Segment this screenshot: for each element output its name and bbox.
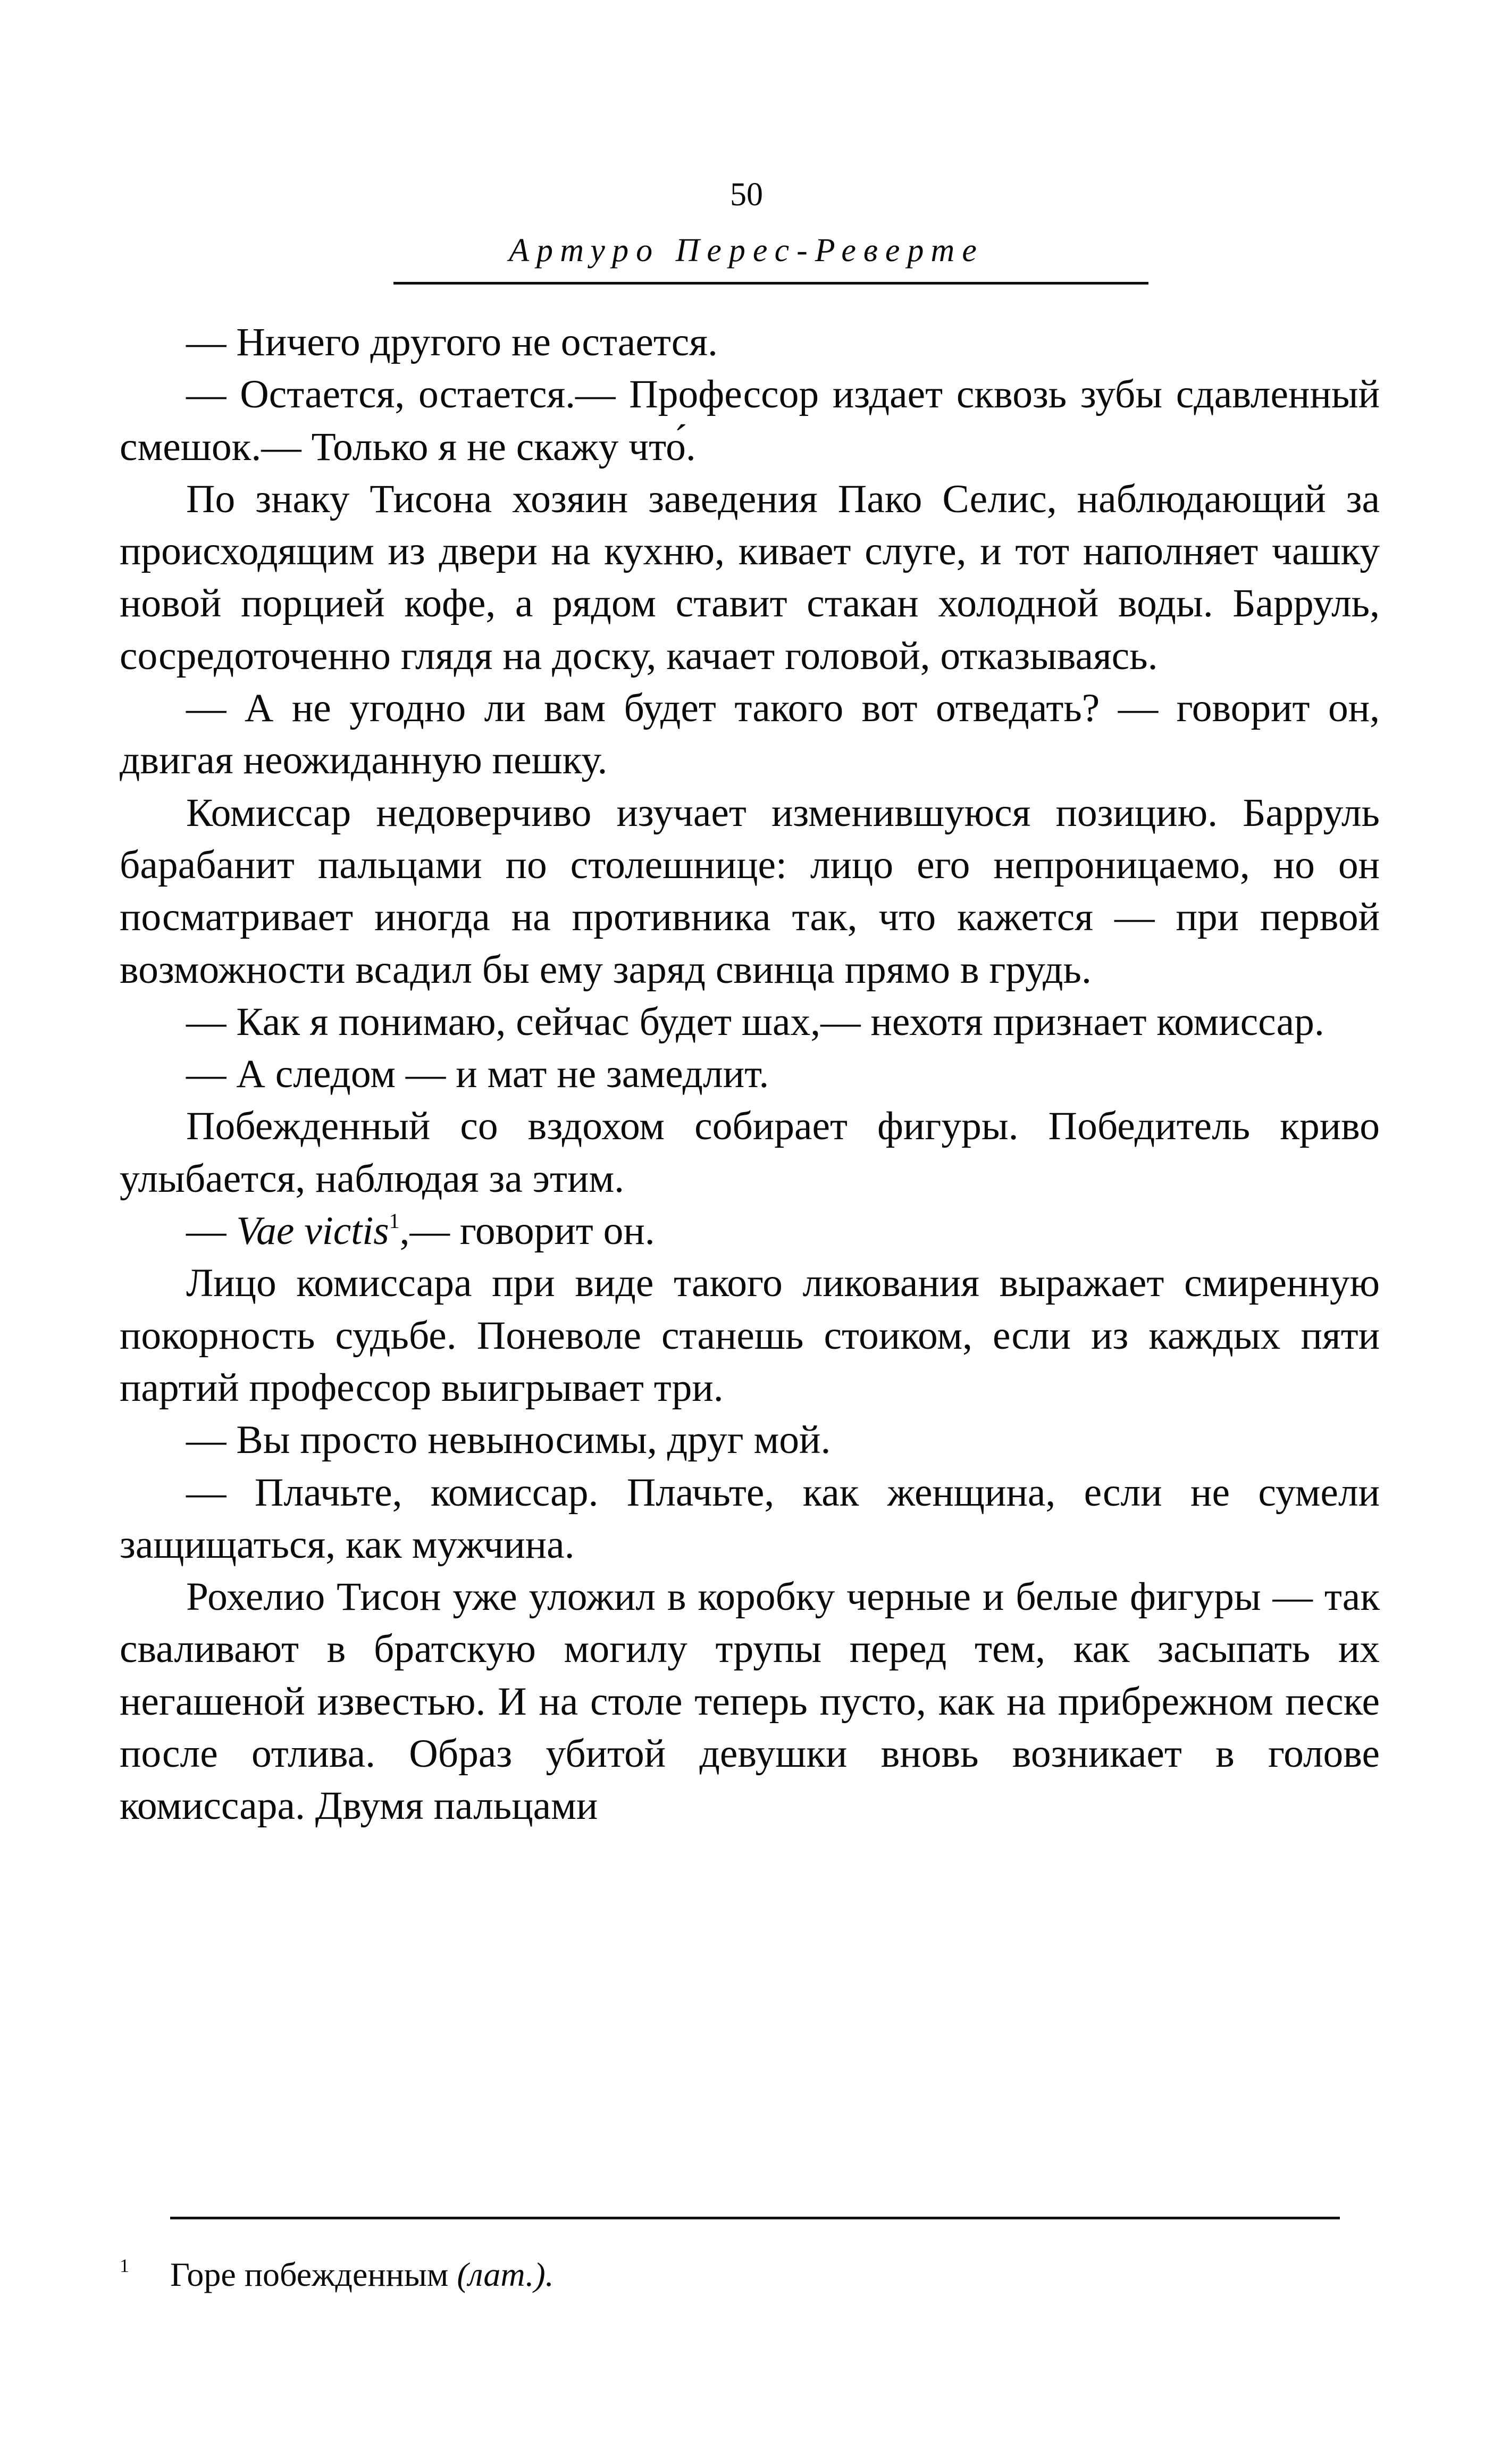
header-rule bbox=[393, 282, 1148, 285]
paragraph: — А следом — и мат не замедлит. bbox=[186, 1052, 769, 1097]
paragraph: — Вы просто невыносимы, друг мой. bbox=[186, 1418, 831, 1463]
speech-tag: ,— говорит он. bbox=[399, 1209, 655, 1254]
footnote-language-note: (лат.). bbox=[457, 2256, 554, 2293]
footnote-text: Горе побежденным bbox=[170, 2256, 457, 2293]
paragraph: — Ничего другого не остается. bbox=[186, 320, 718, 364]
paragraph: — Остается, остается.— Профессор издает сквозь зубы сдавленный смешок.— Только я не скажу что́. bbox=[120, 372, 1380, 469]
footnote: 1 Горе побежденным (лат.). bbox=[120, 2255, 554, 2293]
latin-phrase: Vae victis bbox=[236, 1209, 389, 1254]
paragraph: Комиссар недоверчиво изучает изменившуюся позицию. Барруль барабанит пальцами по столешнице: лицо его непроницаемо, но он посматривает иногда на противника так, что кажется — при первой возможности всадил бы ему заряд свинца прямо в грудь. bbox=[120, 790, 1380, 992]
paragraph: По знаку Тисона хозяин заведения Пако Селис, наблюдающий за происходящим из двери на кухню, кивает слуге, и тот наполняет чашку новой порцией кофе, а рядом ставит стакан холодной воды. Барруль, сосредоточенно глядя на доску, качает головой, отказываясь. bbox=[120, 477, 1380, 678]
paragraph: — Плачьте, комиссар. Плачьте, как женщина, если не сумели защищаться, как мужчина. bbox=[120, 1470, 1380, 1567]
paragraph: — А не угодно ли вам будет такого вот отведать? — говорит он, двигая неожиданную пешку. bbox=[120, 686, 1380, 783]
paragraph: Побежденный со вздохом собирает фигуры. Победитель криво улыбается, наблюдая за этим. bbox=[120, 1104, 1380, 1201]
paragraph: Лицо комиссара при виде такого ликования выражает смиренную покорность судьбе. Поневоле станешь стоиком, если из каждых пяти партий профессор выигрывает три. bbox=[120, 1261, 1380, 1410]
paragraph: — Как я понимаю, сейчас будет шах,— нехотя признает комиссар. bbox=[186, 999, 1324, 1044]
page-number: 50 bbox=[730, 177, 763, 213]
dash: — bbox=[186, 1209, 237, 1254]
paragraph-vae-victis bbox=[120, 1205, 1380, 1257]
footnote-reference[interactable]: 1 bbox=[389, 1209, 400, 1233]
body-text bbox=[120, 316, 1380, 1833]
running-head: Артуро Перес-Реверте bbox=[509, 232, 984, 269]
footnote-rule bbox=[170, 2217, 1340, 2219]
paragraph-last: Рохелио Тисон уже уложил в коробку черные и белые фигуры — так сваливают в братскую могилу трупы перед тем, как засыпать их негашеной известью. И на столе теперь пусто, как на прибрежном песке после отлива. Образ убитой девушки вновь возникает в голове комиссара. Двумя пальцами bbox=[120, 1575, 1380, 1828]
